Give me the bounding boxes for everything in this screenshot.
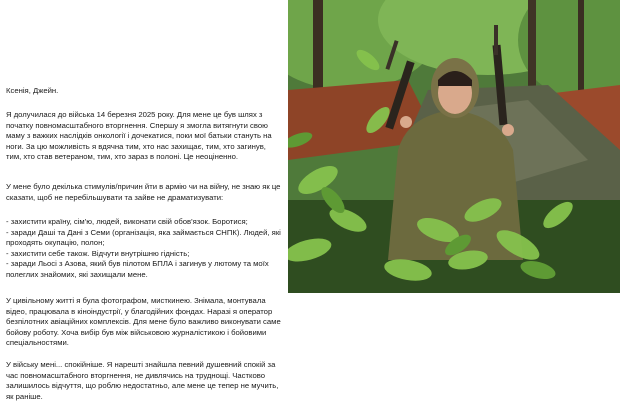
paragraph-reasons-lead: У мене було декілька стимулів/причин йти в армію чи на війну, не знаю як це сказати, щоб не перебільшувати та зайве не драматизувати: [6,182,281,202]
paragraph-intro: Я долучилася до війська 14 березня 2025 року. Для мене це був шлях з початку повномасштабного вторгнення. Спершу я змогла витягнути свою маму з важких наслідків онкології і дочекатися, поки мої батьки стануть на ноги. За цю можливість я вдячна тим, хто нас захищає, тим, хто загинув, тим, хто став ветераном, тим, хто зараз в полоні. Це неоціненно. [6,110,272,162]
paragraph-army-life: У війську мені... спокійніше. Я нарешті знайшла певний душевний спокій за час повномасштабного вторгнення, не дивлячись на труднощі. Частково залишилось відчуття, що роблю недостатньо, але мене це тепер не мучить, як раніше. [6,360,279,401]
story-text [6,0,282,410]
reason-item: - заради Льосі з Азова, який був пілотом БПЛА і загинув у лютому та моїх полеглих знайомих, які захищали мене. [6,259,269,279]
paragraph-civilian-life: У цивільному житті я була фотографом, мисткинею. Знімала, монтувала відео, працювала в кіноіндустрії, у благодійних фондах. Наразі я оператор безпілотних авіаційних комплексів. Для мене було важливо виконувати саме бойову роботу. Хоча вибір був між військовою журналістикою і бойовими спеціальностями. [6,296,281,348]
reasons-list [6,217,282,281]
portrait-photo [288,0,620,293]
soldier-portrait-image [288,0,620,293]
reason-item: - захистити країну, сім'ю, людей, виконати свій обов'язок. Боротися; [6,217,248,226]
reason-item: - захистити себе також. Відчути внутрішню гідність; [6,248,190,258]
greeting: Ксенія, Джейн. [6,86,59,95]
reason-item: - заради Даші та Дані з Семи (організація, яка займається СНПК). Людей, які проходять окупацію, полон; [6,227,281,248]
